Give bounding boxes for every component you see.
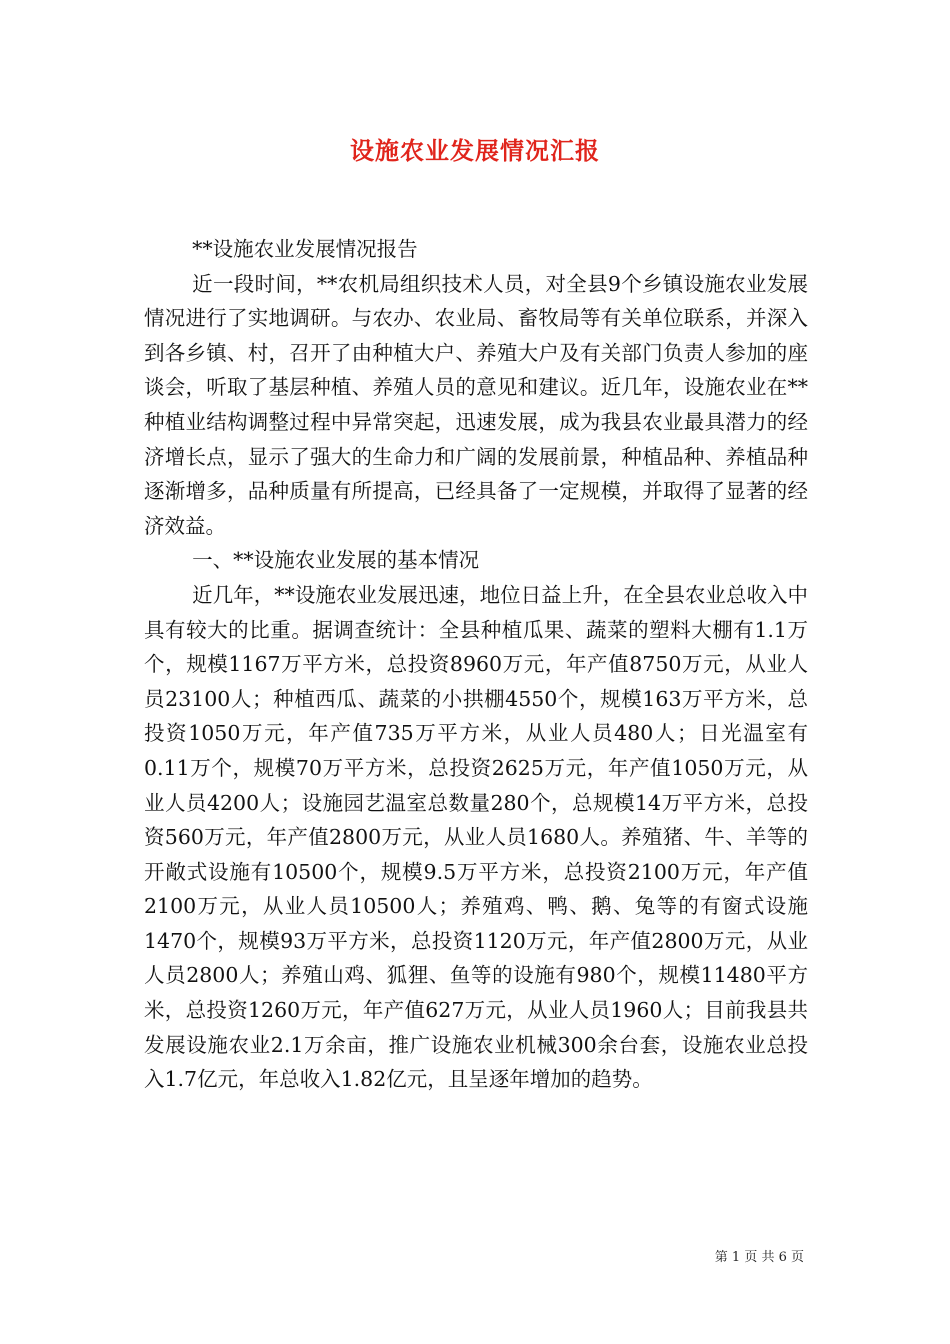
document-title: 设施农业发展情况汇报 xyxy=(350,136,600,165)
intro-paragraph: 近一段时间，**农机局组织技术人员，对全县9个乡镇设施农业发展情况进行了实地调研。与农办、农业局、畜牧局等有关单位联系，并深入到各乡镇、村，召开了由种植大户、养殖大户及有关部门负责人参加的座谈会，听取了基层种植、养殖人员的意见和建议。近几年，设施农业在**种植业结构调整过程中异常突起，迅速发展，成为我县农业最具潜力的经济增长点，显示了强大的生命力和广阔的发展前景，种植品种、养植品种逐渐增多，品种质量有所提高，已经具备了一定规模，并取得了显著的经济效益。 xyxy=(144,271,808,538)
document-body xyxy=(144,232,808,1097)
section-heading: 一、**设施农业发展的基本情况 xyxy=(192,548,480,573)
page-number: 第 1 页 共 6 页 xyxy=(714,1250,804,1265)
report-subtitle: **设施农业发展情况报告 xyxy=(192,237,418,261)
statistics-paragraph: 近几年，**设施农业发展迅速，地位日益上升，在全县农业总收入中具有较大的比重。据调查统计：全县种植瓜果、蔬菜的塑料大棚有1.1万个，规模1167万平方米，总投资8960万元，年产值8750万元，从业人员23100人；种植西瓜、蔬菜的小拱棚4550个，规模163万平方米，总投资1050万元，年产值735万平方米，从业人员480人；日光温室有0.11万个，规模70万平方米，总投资2625万元，年产值1050万元，从业人员4200人；设施园艺温室总数量280个，总规模14万平方米，总投资560万元，年产值2800万元，从业人员1680人。养殖猪、牛、羊等的开敞式设施有10500个，规模9.5万平方米，总投资2100万元，年产值2100万元，从业人员10500人；养殖鸡、鸭、鹅、兔等的有窗式设施1470个，规模93万平方米，总投资1120万元，年产值2800万元，从业人员2800人；养殖山鸡、狐狸、鱼等的设施有980个，规模11480平方米，总投资1260万元，年产值627万元，从业人员1960人；目前我县共发展设施农业2.1万余亩，推广设施农业机械300余台套，设施农业总投入1.7亿元，年总收入1.82亿元，且呈逐年增加的趋势。 xyxy=(144,582,808,1092)
